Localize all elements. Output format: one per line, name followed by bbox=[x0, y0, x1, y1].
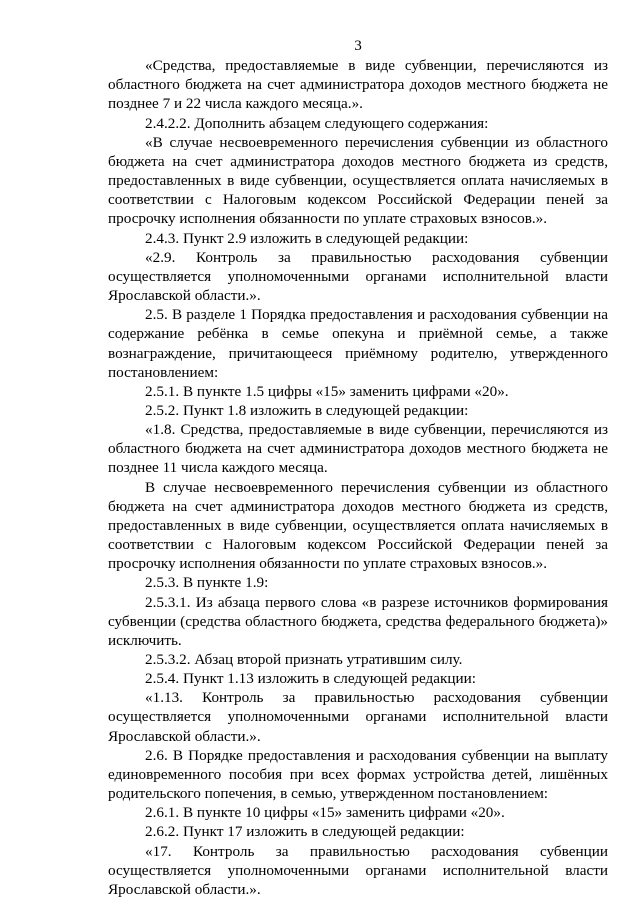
paragraph-12: 2.5.3.1. Из абзаца первого слова «в разрезе источников формирования субвенции (средства областного бюджета, средства федерального бюджета)» исключить. bbox=[108, 593, 608, 649]
paragraph-1: «Средства, предоставляемые в виде субвенции, перечисляются из областного бюджета на счет администратора доходов местного бюджета не позднее 7 и 22 числа каждого месяца.». bbox=[108, 57, 608, 113]
page-number: 3 bbox=[354, 37, 362, 54]
paragraph-4: 2.4.3. Пункт 2.9 изложить в следующей редакции: bbox=[145, 229, 469, 247]
paragraph-17: 2.6.1. В пункте 10 цифры «15» заменить цифрами «20». bbox=[145, 804, 505, 822]
paragraph-7: 2.5.1. В пункте 1.5 цифры «15» заменить цифрами «20». bbox=[145, 382, 509, 400]
paragraph-3: «В случае несвоевременного перечисления субвенции из областного бюджета на счет администратора доходов местного бюджета из средств, предоставленных в виде субвенции, осуществляется оплата начисляемых в соответствии с Налоговым кодексом Российской Федерации пеней за просрочку исполнения обязанности по уплате страховых взносов.». bbox=[108, 133, 608, 228]
paragraph-6: 2.5. В разделе 1 Порядка предоставления и расходования субвенции на содержание ребёнка в семье опекуна и приёмной семье, а также вознаграждение, причитающееся приёмному родителю, утвержденного постановлением: bbox=[108, 306, 608, 381]
paragraph-10: В случае несвоевременного перечисления субвенции из областного бюджета на счет администратора доходов местного бюджета из средств, предоставленных в виде субвенции, осуществляется оплата начисляемых в соответствии с Налоговым кодексом Российской Федерации пеней за просрочку исполнения обязанности по уплате страховых взносов.». bbox=[108, 478, 608, 573]
paragraph-2: 2.4.2.2. Дополнить абзацем следующего содержания: bbox=[145, 114, 489, 132]
paragraph-14: 2.5.4. Пункт 1.13 изложить в следующей редакции: bbox=[145, 670, 476, 688]
paragraph-5: «2.9. Контроль за правильностью расходования субвенции осуществляется уполномоченными органами исполнительной власти Ярославской области.». bbox=[108, 248, 608, 305]
paragraph-9: «1.8. Средства, предоставляемые в виде субвенции, перечисляются из областного бюджета на счет администратора доходов местного бюджета не позднее 11 числа каждого месяца. bbox=[108, 421, 608, 477]
document-page bbox=[108, 36, 608, 899]
paragraph-13: 2.5.3.2. Абзац второй признать утратившим силу. bbox=[145, 651, 463, 668]
paragraph-19: «17. Контроль за правильностью расходования субвенции осуществляется уполномоченными органами исполнительной власти Ярославской области.». bbox=[108, 842, 608, 898]
paragraph-16: 2.6. В Порядке предоставления и расходования субвенции на выплату единовременного пособия при всех формах устройства детей, лишённых родительского попечения, в семью, утвержденном постановлением: bbox=[108, 746, 608, 803]
paragraph-18: 2.6.2. Пункт 17 изложить в следующей редакции: bbox=[145, 823, 465, 841]
paragraph-8: 2.5.2. Пункт 1.8 изложить в следующей редакции: bbox=[145, 401, 469, 419]
paragraph-15: «1.13. Контроль за правильностью расходования субвенции осуществляется уполномоченными органами исполнительной власти Ярославской области.». bbox=[108, 689, 608, 745]
paragraph-11: 2.5.3. В пункте 1.9: bbox=[145, 574, 269, 592]
